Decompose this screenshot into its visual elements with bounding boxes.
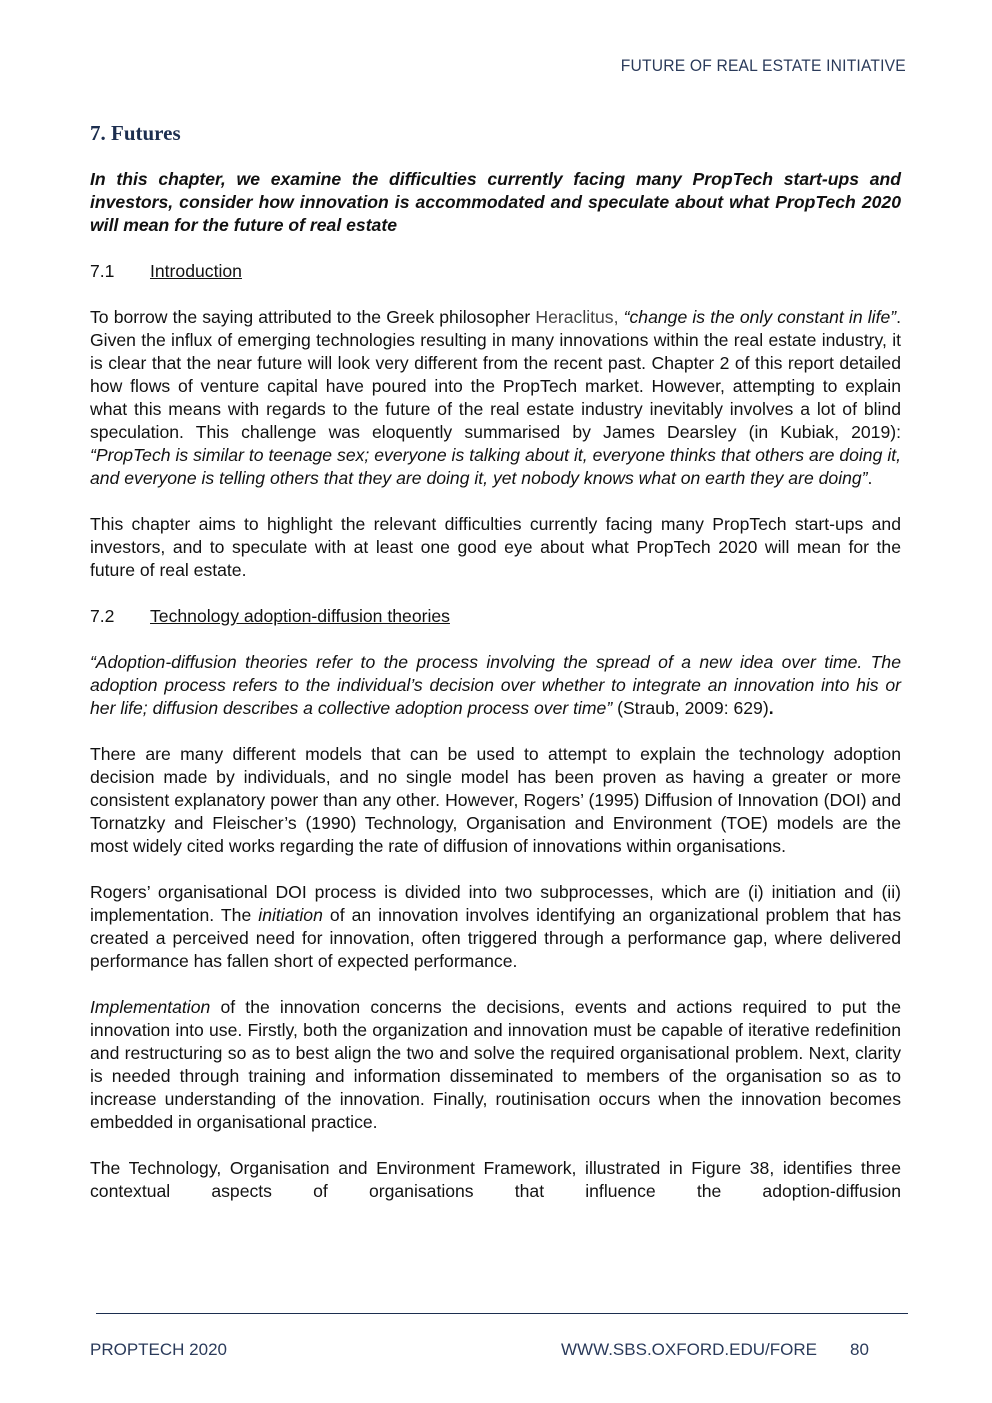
text: .	[867, 468, 873, 488]
section-number: 7.1	[90, 261, 115, 281]
quote: “change is the only constant in life”	[618, 307, 897, 327]
emphasis: initiation	[258, 905, 323, 925]
text: . Given the influx of emerging technologies resulting in many innovations within the real estate industry, it is clear that the near future will look very different from the recent past. Chapter 2 of this report detailed how flows of venture capital have poured into the PropTech market. However, attempting to explain what this means with regards to the future of the real estate industry inevitably involves a lot of blind speculation. This challenge was eloquently summarised by James Dearsley (in Kubiak, 2019):	[90, 307, 902, 442]
text: Heraclitus,	[535, 307, 619, 327]
section-heading-7-1	[90, 260, 901, 283]
text: of the innovation concerns the decisions, events and actions required to put the innovation into use. Firstly, both the organization and innovation must be capable of iterative redefinition and restructuring so as to best align the two and solve the required organisational problem. Next, clarity is needed through training and information disseminated to members of the organisation so as to increase understanding of the innovation. Finally, routinisation occurs when the innovation becomes embedded in organisational practice.	[90, 997, 901, 1132]
paragraph: The Technology, Organisation and Environment Framework, illustrated in Figure 38, identifies three contextual aspects of organisations that influence the adoption-diffusion	[90, 1158, 901, 1201]
quote: “Adoption-diffusion theories refer to the process involving the spread of a new idea over time. The adoption process refers to the individual’s decision over whether to integrate an innovation into his or her life; diffusion describes a collective adoption process over time”	[90, 652, 901, 718]
text: .	[768, 698, 774, 718]
paragraph	[90, 651, 901, 720]
paragraph	[90, 881, 901, 973]
section-title: Technology adoption-diffusion theories	[150, 606, 450, 626]
text: To borrow the saying attributed to the Greek philosopher	[90, 307, 536, 327]
section-number: 7.2	[90, 606, 115, 626]
paragraph: There are many different models that can be used to attempt to explain the technology adoption decision made by individuals, and no single model has been proven as having a greater or more consistent explanatory power than any other. However, Rogers’ (1995) Diffusion of Innovation (DOI) and Tornatzky and Fleischer’s (1990) Technology, Organisation and Environment (TOE) models are the most widely cited works regarding the rate of diffusion of innovations within organisations.	[90, 744, 901, 856]
text: of an innovation involves identifying an organizational problem that has created a perceived need for innovation, often triggered through a performance gap, where delivered performance has fallen short of expected performance.	[90, 905, 901, 971]
footer-publication: PROPTECH 2020	[90, 1340, 227, 1359]
section-heading-7-2	[90, 605, 901, 628]
footer-divider	[96, 1313, 908, 1314]
paragraph	[90, 306, 901, 490]
paragraph	[90, 996, 901, 1134]
page-number: 80	[850, 1340, 869, 1359]
paragraph: This chapter aims to highlight the relevant difficulties currently facing many PropTech start-ups and investors, and to speculate with at least one good eye about what PropTech 2020 will mean for the future of real estate.	[90, 514, 901, 580]
running-header: FUTURE OF REAL ESTATE INITIATIVE	[620, 56, 906, 75]
chapter-title: 7. Futures	[90, 121, 181, 145]
citation: (Straub, 2009: 629)	[612, 698, 769, 718]
footer-url[interactable]: WWW.SBS.OXFORD.EDU/FORE	[561, 1340, 817, 1359]
text: Rogers’ organisational DOI process is divided into two subprocesses, which are (i) initiation and (ii) implementation. The	[90, 882, 901, 925]
page-body	[90, 120, 901, 1226]
chapter-intro: In this chapter, we examine the difficulties currently facing many PropTech start-ups and investors, consider how innovation is accommodated and speculate about what PropTech 2020 will mean for the future of real estate	[90, 169, 901, 235]
quote: “PropTech is similar to teenage sex; everyone is talking about it, everyone thinks that others are doing it, and everyone is telling others that they are doing it, yet nobody knows what on earth they are doing”	[90, 445, 901, 488]
section-title: Introduction	[150, 261, 242, 281]
emphasis: Implementation	[90, 997, 211, 1017]
